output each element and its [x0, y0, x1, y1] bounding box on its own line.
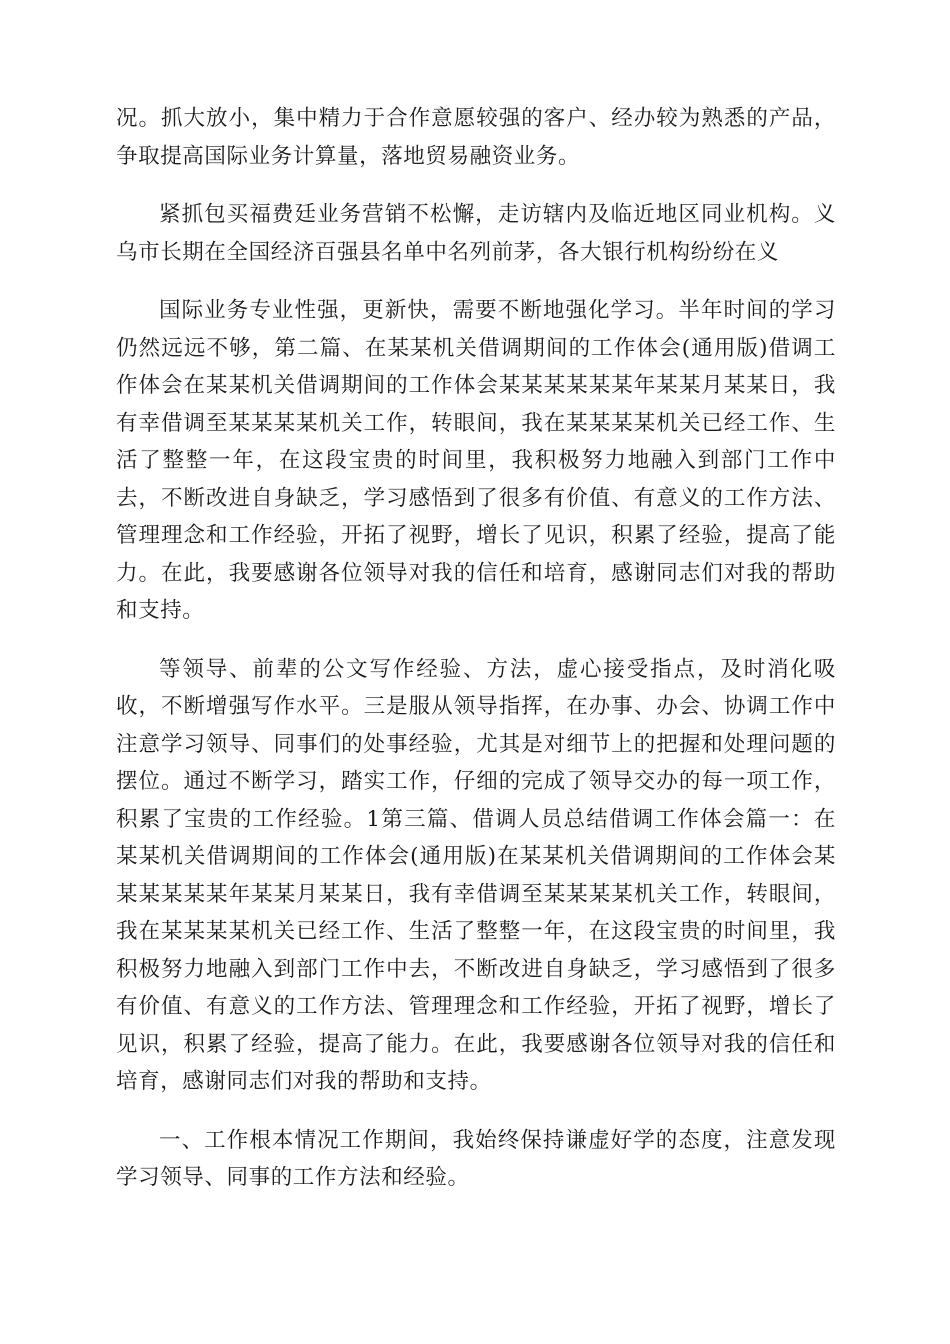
paragraph-5: 一、工作根本情况工作期间，我始终保持谦虚好学的态度，注意发现学习领导、同事的工作方法和经验。 [116, 1127, 836, 1190]
paragraph-2: 紧抓包买福费廷业务营销不松懈，走访辖内及临近地区同业机构。义乌市长期在全国经济百强县名单中名列前茅，各大银行机构纷纷在义 [116, 202, 836, 265]
paragraph-1: 况。抓大放小，集中精力于合作意愿较强的客户、经办较为熟悉的产品，争取提高国际业务计算量，落地贸易融资业务。 [116, 106, 836, 169]
paragraph-4: 等领导、前辈的公文写作经验、方法，虚心接受指点，及时消化吸收，不断增强写作水平。三是服从领导指挥，在办事、办会、协调工作中注意学习领导、同事们的处事经验，尤其是对细节上的把握和处理问题的摆位。通过不断学习，踏实工作，仔细的完成了领导交办的每一项工作，积累了宝贵的工作经验。1第三篇、借调人员总结借调工作体会篇一：在某某机关借调期间的工作体会(通用版)在某某机关借调期间的工作体会某某某某某某年某某月某某日，我有幸借调至某某某某机关工作，转眼间，我在某某某某机关已经工作、生活了整整一年，在这段宝贵的时间里，我积极努力地融入到部门工作中去，不断改进自身缺乏，学习感悟到了很多有价值、有意义的工作方法、管理理念和工作经验，开拓了视野，增长了见识，积累了经验，提高了能力。在此，我要感谢各位领导对我的信任和培育，感谢同志们对我的帮助和支持。 [116, 656, 836, 1094]
paragraph-3: 国际业务专业性强，更新快，需要不断地强化学习。半年时间的学习仍然远远不够，第二篇、在某某机关借调期间的工作体会(通用版)借调工作体会在某某机关借调期间的工作体会某某某某某某年某某月某某日，我有幸借调至某某某某机关工作，转眼间，我在某某某某机关已经工作、生活了整整一年，在这段宝贵的时间里，我积极努力地融入到部门工作中去，不断改进自身缺乏，学习感悟到了很多有价值、有意义的工作方法、管理理念和工作经验，开拓了视野，增长了见识，积累了经验，提高了能力。在此，我要感谢各位领导对我的信任和培育，感谢同志们对我的帮助和支持。 [116, 298, 836, 623]
document-body [116, 100, 836, 1218]
